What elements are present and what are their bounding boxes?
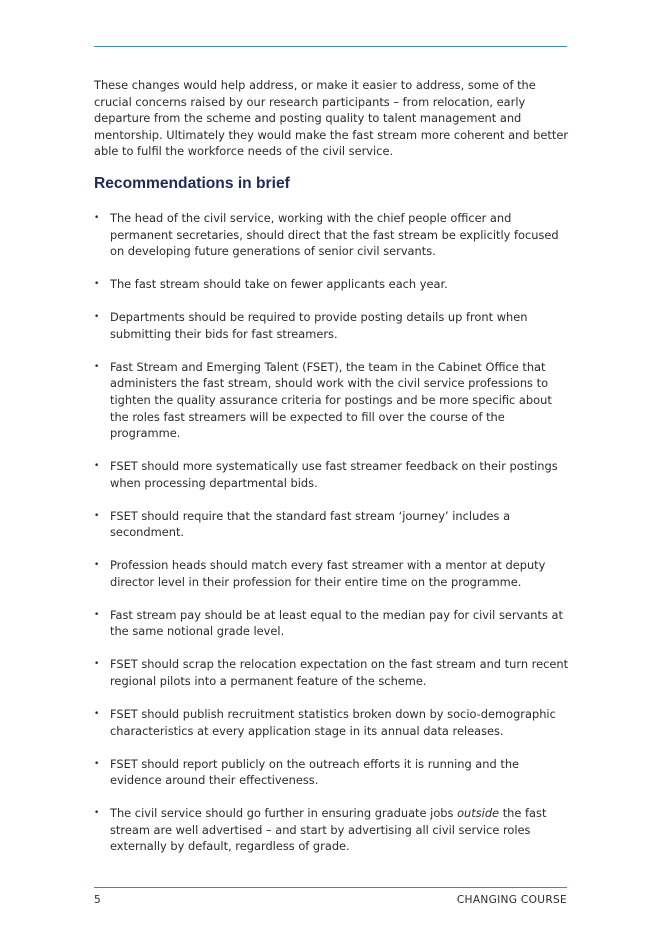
recommendation-text: The head of the civil service, working with the chief people officer and permanent secretaries, should direct that the fast stream be explicitly focused on developing future generations of senior civil servants. — [110, 211, 559, 259]
recommendation-emphasis: outside — [457, 806, 500, 821]
recommendation-text-end: the fast stream are well advertised – and start by advertising all civil service roles externally by default, regardless of grade. — [110, 806, 547, 854]
recommendation-item — [94, 309, 569, 342]
recommendation-text: FSET should publish recruitment statistics broken down by socio-demographic characteristics at every application stage in its annual data releases. — [110, 706, 556, 738]
bullet-icon: • — [94, 461, 100, 472]
bullet-icon: • — [94, 560, 100, 571]
recommendation-text: FSET should require that the standard fast stream ‘journey’ includes a secondment. — [110, 508, 511, 540]
bullet-icon: • — [94, 659, 100, 670]
recommendation-item — [94, 656, 569, 689]
bullet-icon: • — [94, 279, 100, 290]
running-title: CHANGING COURSE — [456, 894, 567, 906]
recommendation-text: FSET should report publicly on the outreach efforts it is running and the evidence around their effectiveness. — [110, 756, 520, 788]
recommendation-item — [94, 706, 569, 739]
recommendation-item — [94, 458, 569, 491]
bullet-icon: • — [94, 708, 100, 719]
recommendation-text: Fast Stream and Emerging Talent (FSET), the team in the Cabinet Office that administers the fast stream, should work with the civil service professions to tighten the quality assurance criteria for postings and be more specific about the roles fast streamers will be expected to fill over the course of the programme. — [110, 359, 552, 441]
bullet-icon: • — [94, 758, 100, 769]
recommendation-item — [94, 210, 569, 260]
recommendation-item — [94, 756, 569, 789]
bullet-icon: • — [94, 213, 100, 223]
bullet-icon: • — [94, 808, 100, 819]
recommendation-item — [94, 359, 569, 442]
bullet-icon: • — [94, 510, 100, 521]
recommendation-text: FSET should more systematically use fast streamer feedback on their postings when processing departmental bids. — [110, 459, 558, 490]
header-rule — [94, 46, 567, 47]
recommendation-text-start: The civil service should go further in ensuring graduate jobs — [110, 806, 458, 821]
recommendation-text: Departments should be required to provide posting details up front when submitting their bids for fast streamers. — [110, 310, 528, 341]
recommendations-list — [94, 210, 569, 871]
recommendation-text: FSET should scrap the relocation expectation on the fast stream and turn recent regional pilots into a permanent feature of the scheme. — [110, 657, 569, 688]
recommendation-item — [94, 508, 569, 541]
intro-paragraph: These changes would help address, or make it easier to address, some of the crucial concerns raised by our research participants – from relocation, early departure from the scheme and posting quality to talent management and mentorship. Ultimately they would make the fast stream more coherent and better able to fulfil the workforce needs of the civil service. — [94, 78, 569, 159]
recommendation-item — [94, 557, 569, 590]
footer-rule — [94, 887, 567, 888]
recommendation-text: The fast stream should take on fewer applicants each year. — [110, 277, 448, 292]
recommendation-item — [94, 276, 569, 293]
page-number: 5 — [94, 894, 101, 906]
recommendation-item — [94, 805, 569, 855]
bullet-icon: • — [94, 361, 100, 372]
bullet-icon: • — [94, 312, 100, 323]
section-heading: Recommendations in brief — [94, 175, 290, 192]
bullet-icon: • — [94, 609, 100, 620]
recommendation-text: Profession heads should match every fast streamer with a mentor at deputy director level in their profession for their entire time on the programme. — [110, 558, 546, 589]
recommendation-text: Fast stream pay should be at least equal to the median pay for civil servants at the same notional grade level. — [110, 607, 563, 639]
recommendation-item — [94, 607, 569, 640]
